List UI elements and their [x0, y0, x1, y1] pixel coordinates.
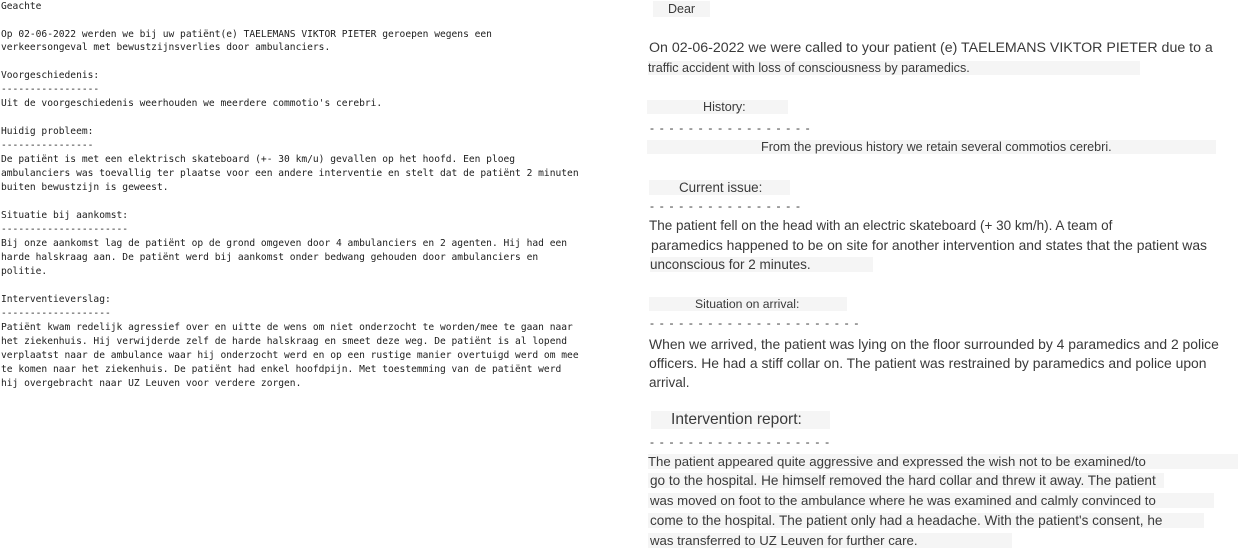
- english-translation-text: [645, 0, 1241, 556]
- dutch-arrival-rule: ----------------------: [1, 224, 129, 235]
- dutch-problem-line: buiten bewustzijn is geweest.: [1, 182, 169, 193]
- dutch-report-heading: Interventieverslag:: [1, 294, 111, 305]
- english-intro-line: traffic accident with loss of consciousness by paramedics.: [648, 61, 1140, 75]
- dutch-greeting: Geachte: [1, 1, 42, 12]
- dutch-intro-line: verkeersongeval met bewustzijnsverlies door ambulanciers.: [1, 42, 331, 53]
- dutch-problem-line: ambulanciers was toevallig ter plaatse voor een andere interventie en stelt dat de patiënt 2 minuten: [1, 168, 579, 179]
- dutch-arrival-line: harde halskraag aan. De patiënt werd bij aankomst onder bedwang gehouden door ambulanciers en: [1, 252, 539, 263]
- dutch-report-line: verplaatst naar de ambulance waar hij onderzocht werd en op een rustige manier overtuigd werd om mee: [1, 350, 579, 361]
- dutch-report-line: het ziekenhuis. Hij verwijderde zelf de harde halskraag en smeet deze weg. De patiënt is al lopend: [1, 336, 568, 347]
- dutch-problem-heading: Huidig probleem:: [1, 126, 94, 137]
- english-report-heading: Intervention report:: [651, 411, 830, 429]
- dutch-report-line: Patiënt kwam redelijk agressief over en uitte de wens om niet onderzocht te worden/mee te gaan naar: [1, 322, 573, 333]
- english-issue-line: unconscious for 2 minutes.: [650, 257, 873, 272]
- english-report-line: The patient appeared quite aggressive and expressed the wish not to be examined/to: [648, 454, 1238, 469]
- english-arrival-heading: Situation on arrival:: [649, 297, 847, 311]
- english-report-rule: - - - - - - - - - - - - - - - - - - -: [650, 435, 831, 449]
- english-arrival-line: arrival.: [649, 375, 690, 390]
- dutch-report-rule: -------------------: [1, 308, 111, 319]
- dutch-report-line: te komen naar het ziekenhuis. De patiënt had enkel hoofdpijn. Met toestemming van de patiënt werd: [1, 364, 562, 375]
- english-history-rule: - - - - - - - - - - - - - - - - -: [650, 121, 811, 135]
- english-issue-line: paramedics happened to be on site for another intervention and states that the patient was: [651, 237, 1207, 253]
- dutch-original-text: [1, 0, 641, 556]
- dutch-problem-rule: ----------------: [1, 140, 94, 151]
- english-issue-rule: - - - - - - - - - - - - - - - -: [650, 199, 802, 213]
- dutch-arrival-line: Bij onze aankomst lag de patiënt op de grond omgeven door 4 ambulanciers en 2 agenten. Hij had een: [1, 238, 568, 249]
- dutch-arrival-line: politie.: [1, 266, 48, 277]
- dutch-arrival-heading: Situatie bij aankomst:: [1, 210, 129, 221]
- dutch-problem-line: De patiënt is met een elektrisch skateboard (+- 30 km/u) gevallen op het hoofd. Een ploeg: [1, 154, 516, 165]
- english-issue-heading: Current issue:: [649, 180, 790, 195]
- english-arrival-line: officers. He had a stiff collar on. The patient was restrained by paramedics and police upon: [649, 355, 1207, 371]
- english-history-line: From the previous history we retain several commotios cerebri.: [647, 140, 1216, 154]
- english-arrival-rule: - - - - - - - - - - - - - - - - - - - - - -: [650, 316, 860, 330]
- dutch-report-line: hij overgebracht naar UZ Leuven voor verdere zorgen.: [1, 378, 302, 389]
- english-report-line: come to the hospital. The patient only had a headache. With the patient's consent, he: [648, 513, 1204, 528]
- dutch-intro-line: Op 02-06-2022 werden we bij uw patiënt(e) TAELEMANS VIKTOR PIETER geroepen wegens een: [1, 29, 492, 40]
- english-report-line: go to the hospital. He himself removed the hard collar and threw it away. The patient: [648, 473, 1164, 488]
- english-intro-line: On 02-06-2022 we were called to your patient (e) TAELEMANS VIKTOR PIETER due to a: [649, 40, 1213, 56]
- english-arrival-line: When we arrived, the patient was lying on the floor surrounded by 4 paramedics and 2 police: [649, 336, 1219, 352]
- english-report-line: was moved on foot to the ambulance where he was examined and calmly convinced to: [648, 493, 1214, 508]
- english-report-line: was transferred to UZ Leuven for further care.: [648, 533, 1012, 548]
- english-greeting: Dear: [653, 1, 710, 17]
- english-issue-line: The patient fell on the head with an electric skateboard (+ 30 km/h). A team of: [649, 218, 1113, 233]
- dutch-history-heading: Voorgeschiedenis:: [1, 70, 100, 81]
- dutch-history-line: Uit de voorgeschiedenis weerhouden we meerdere commotio's cerebri.: [1, 98, 383, 109]
- dutch-history-rule: -----------------: [1, 84, 100, 95]
- english-history-heading: History:: [647, 100, 788, 114]
